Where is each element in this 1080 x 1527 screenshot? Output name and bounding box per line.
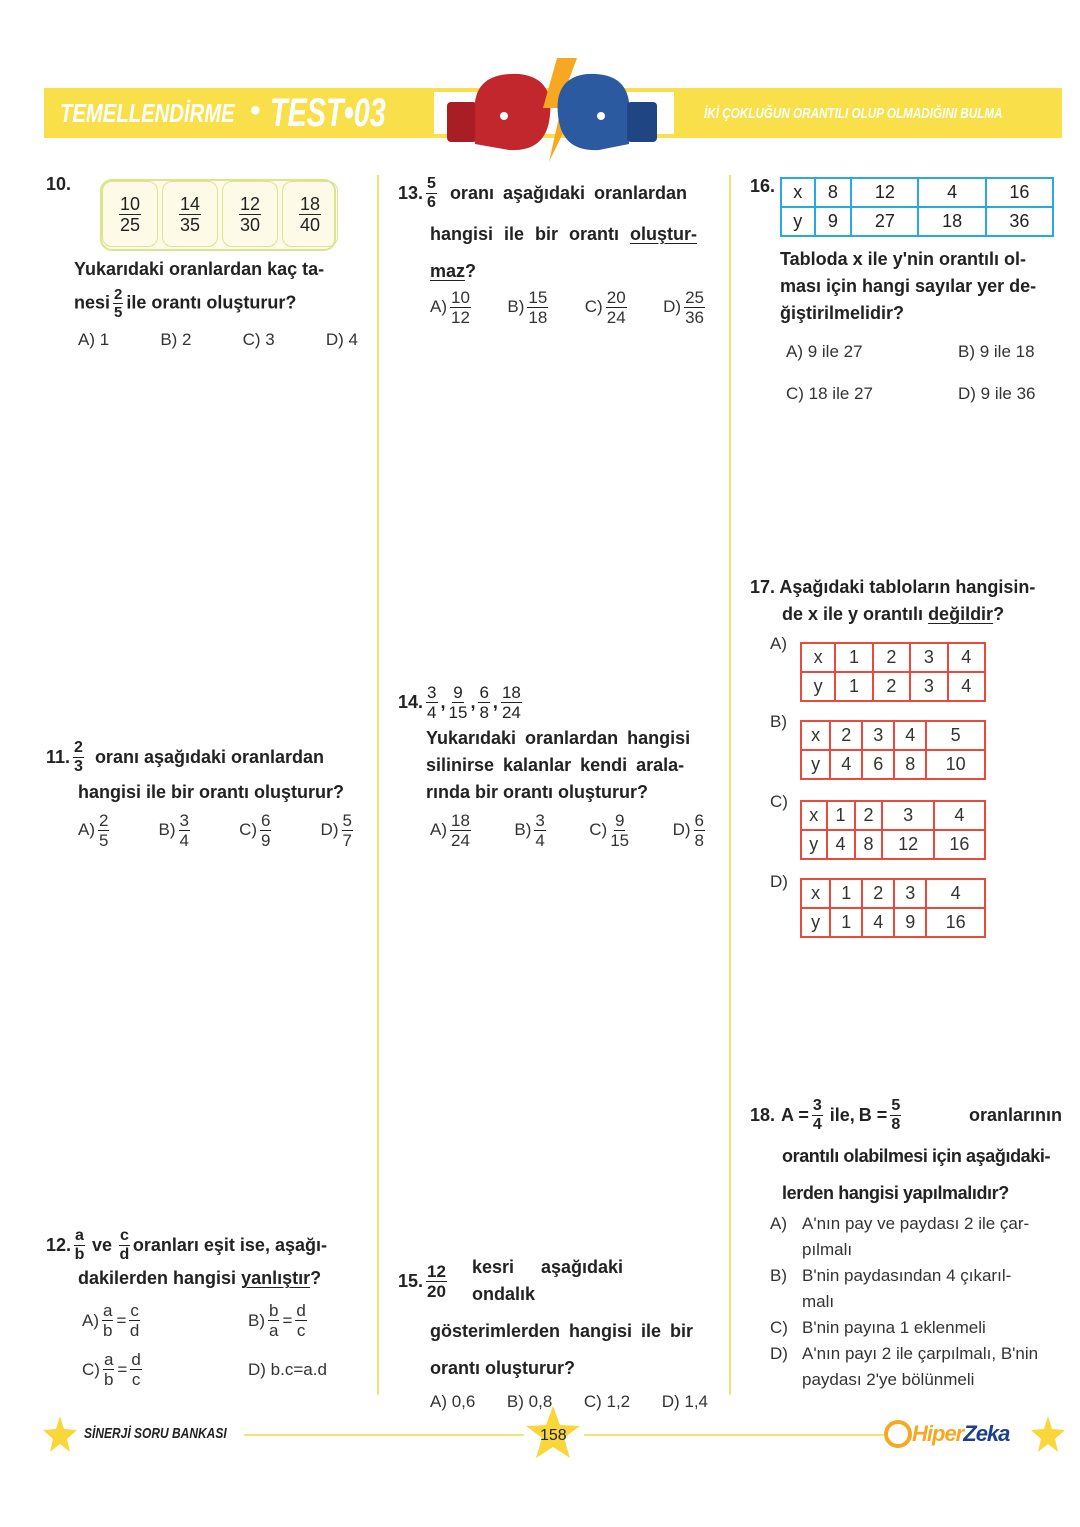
question-number: 17. <box>750 577 776 597</box>
answer-options <box>82 1302 358 1388</box>
star-icon <box>1030 1414 1066 1454</box>
question-text-3: maz? <box>430 261 477 281</box>
answer-options <box>786 342 1056 404</box>
option-a[interactable]: A) 1 <box>78 330 110 349</box>
option-b[interactable]: B) 0,8 <box>506 1392 553 1411</box>
data-table: x 8 12 4 16 y 9 27 18 36 <box>780 177 1054 237</box>
question-11: 11. $\frac{2}{3}$ oranı aşağıdaki oranlardan hangisi ile bir orantı oluşturur? A) $\frac{2}{5}$ B) $\frac{3}{4}$ C) $\frac{6}{9}$ D) $\frac{5}{7}$ <box>46 740 366 849</box>
question-text-1: Aşağıdaki tabloların hangisin- <box>779 577 1036 597</box>
answer-options <box>430 289 708 326</box>
ratio-box: $\frac{14}{35}$ <box>162 181 218 247</box>
option-b[interactable]: B) 2 <box>160 330 192 349</box>
question-number: 16. <box>750 176 776 196</box>
option-d[interactable]: D) 1,4 <box>661 1392 708 1411</box>
ratio-box: $\frac{10}{25}$ <box>102 181 158 247</box>
option-d[interactable]: D) A'nın payı 2 ile çarpılmalı, B'nin paydası 2'ye bölünmeli <box>770 1344 1039 1389</box>
column-divider-2 <box>729 175 731 1395</box>
boxing-gloves-icon <box>439 52 669 170</box>
brand-name: HiperZeka <box>912 1421 1010 1446</box>
question-text-3: rında bir orantı oluşturur? <box>426 782 649 802</box>
page-number: 158 <box>540 1427 567 1444</box>
question-number: 15. <box>398 1270 424 1291</box>
question-text-1: oranlarının <box>968 1105 1062 1125</box>
option-c[interactable]: C) $\frac{a}{b}$ = $\frac{d}{c}$ <box>82 1350 141 1389</box>
answer-options <box>78 812 356 849</box>
footer <box>0 1410 1080 1470</box>
question-18: 18. A = $\frac{3}{4}$ ile, B = $\frac{5}{8}$ oranlarının orantılı olabilmesi için aşağıdaki- lerden hangisi yapılmalıdır? A) A'nın pay ve paydası 2 ile çar- pılmalı B) B'nin paydasından 4 çıkarıl- malı C) B'nin payına 1 eklenmeli D) A'nın payı 2 ile çarpılmalı, B'nin paydası 2'ye bölünmeli <box>750 1098 1062 1393</box>
question-12: 12. $\frac{a}{b}$ ve $\frac{c}{d}$ oranları eşit ise, aşağı- dakilerden hangisi yanlıştır? A) $\frac{a}{b}$ = $\frac{c}{d}$ B) $\frac{b}{a}$ = $\frac{d}{c}$ C) $\frac{a}{b}$ = $\frac{d}{c}$ D) b.c=a.d <box>46 1228 366 1388</box>
option-a[interactable]: A) $\frac{2}{5}$ <box>78 811 109 850</box>
option-b[interactable]: B) $\frac{3}{4}$ <box>514 811 545 850</box>
option-a[interactable]: A) $\frac{a}{b}$ = $\frac{c}{d}$ <box>82 1301 140 1340</box>
option-b[interactable]: B) $\frac{3}{4}$ <box>158 811 189 850</box>
question-text-1: oranı aşağıdaki oranlardan <box>94 747 325 767</box>
question-15: 15. $\frac{12}{20}$ kesri aşağıdaki ondalık gösterimlerden hangisi ile bir orantı oluşturur? A) 0,6 B) 0,8 C) 1,2 D) 1,4 <box>398 1254 710 1412</box>
header-right-title: İKİ ÇOKLUĞUN ORANTILI OLUP OLMADIĞINI BULMA <box>704 105 1003 122</box>
test-number: 03 <box>353 91 386 135</box>
option-d[interactable]: D) $\frac{5}{7}$ <box>320 811 352 850</box>
ratio-box: $\frac{12}{30}$ <box>222 181 278 247</box>
option-a[interactable]: A) 9 ile 27 <box>786 342 863 361</box>
option-c[interactable]: C) 3 <box>242 330 275 349</box>
question-number: 11. <box>46 747 71 767</box>
question-14: 14. $\frac{3}{4}$ , $\frac{9}{15}$ , $\frac{6}{8}$ , $\frac{18}{24}$ Yukarıdaki oranlardan hangisi silinirse kalanlar kendi arala- rında bir orantı oluşturur? A) $\frac{18}{24}$ B) $\frac{3}{4}$ C) $\frac{9}{15}$ D) $\frac{6}{8}$ <box>398 684 710 849</box>
option-d[interactable]: D) x 1 2 3 4 y 1 4 9 16 <box>770 872 788 892</box>
option-d[interactable]: D) 4 <box>325 330 358 349</box>
question-text-2: gösterimlerden hangisi ile bir <box>430 1321 694 1341</box>
option-b[interactable]: B) B'nin paydasından 4 çıkarıl- malı <box>770 1266 1012 1311</box>
brand-logo-icon <box>882 1418 914 1450</box>
option-b[interactable]: B) 9 ile 18 <box>958 342 1035 361</box>
option-c[interactable]: C) 1,2 <box>583 1392 631 1411</box>
option-c[interactable]: C) $\frac{6}{9}$ <box>239 811 271 850</box>
option-a[interactable]: A) $\frac{10}{12}$ <box>430 288 470 327</box>
option-a[interactable]: A) x 1 2 3 4 y 1 2 3 4 <box>770 634 787 654</box>
question-text-2: dakilerden hangisi yanlıştır? <box>78 1268 322 1288</box>
header-bullet: • <box>250 94 261 127</box>
question-number: 12. <box>46 1235 72 1255</box>
header-test-label: TEST•03 <box>270 91 386 135</box>
footer-line-right <box>584 1434 884 1436</box>
column-divider-1 <box>377 175 379 1395</box>
question-number: 18. <box>750 1105 776 1125</box>
question-text-3: orantı oluşturur? <box>430 1358 575 1378</box>
question-text-2: orantılı olabilmesi için aşağıdaki- <box>782 1146 1051 1166</box>
answer-options <box>770 1211 1062 1393</box>
question-number: 14. <box>398 692 424 712</box>
header-left-title: TEMELLENDİRME <box>60 98 235 128</box>
question-text-3: lerden hangisi yapılmalıdır? <box>782 1183 1009 1203</box>
option-c[interactable]: C) B'nin payına 1 eklenmeli <box>770 1318 986 1337</box>
question-text: Tabloda x ile y'nin orantılı ol- ması için hangi sayılar yer de- ğiştirilmelidir? <box>780 249 1037 323</box>
question-text-2: de x ile y orantılı değildir? <box>782 604 1005 624</box>
option-d[interactable]: D) 9 ile 36 <box>958 384 1036 403</box>
option-d[interactable]: D) b.c=a.d <box>248 1359 327 1379</box>
option-d[interactable]: D) $\frac{25}{36}$ <box>663 288 704 327</box>
option-c[interactable]: C) 18 ile 27 <box>786 384 873 403</box>
header-banner <box>44 88 1062 138</box>
question-text-1: Yukarıdaki oranlardan hangisi <box>426 728 691 748</box>
question-text-2: silinirse kalanlar kendi arala- <box>426 755 685 775</box>
option-c[interactable]: C) $\frac{9}{15}$ <box>589 811 630 850</box>
star-icon <box>42 1414 78 1454</box>
option-c[interactable]: C) $\frac{20}{24}$ <box>584 288 626 327</box>
option-a[interactable]: A) $\frac{18}{24}$ <box>430 811 470 850</box>
question-number: 10. <box>46 174 72 194</box>
ratio-box: $\frac{18}{40}$ <box>282 181 338 247</box>
question-text-2: hangisi ile bir orantı oluşturur? <box>78 782 345 802</box>
option-c[interactable]: C) x 1 2 3 4 y 4 8 12 16 <box>770 792 788 812</box>
option-b[interactable]: B) $\frac{b}{a}$ = $\frac{d}{c}$ <box>248 1301 306 1340</box>
question-text: Yukarıdaki oranlardan kaç ta- nesi $\frac{2}{5}$ ile orantı oluşturur? <box>74 259 325 321</box>
question-text-1: oranı aşağıdaki oranlardan <box>449 183 688 203</box>
question-number: 13. <box>398 183 424 203</box>
answer-options <box>78 330 358 350</box>
question-17 <box>750 574 1062 932</box>
question-13: 13. $\frac{5}{6}$ oranı aşağıdaki oranlardan hangisi ile bir orantı oluştur- maz? A) $\frac{10}{12}$ B) $\frac{15}{18}$ C) $\frac{20}{24}$ D) $\frac{25}{36}$ <box>398 176 710 326</box>
option-a[interactable]: A) A'nın pay ve paydası 2 ile çar- pılmalı <box>770 1214 1030 1259</box>
option-b[interactable]: B) x 2 3 4 5 y 4 6 8 10 <box>770 712 787 732</box>
answer-options <box>430 812 708 849</box>
question-text-1: oranları eşit ise, aşağı- <box>132 1235 327 1255</box>
question-text-2: hangisi ile bir orantı oluştur- <box>430 224 698 244</box>
test-label: TEST <box>270 91 344 135</box>
footer-left-title: SİNERJİ SORU BANKASI <box>84 1425 227 1442</box>
option-d[interactable]: D) $\frac{6}{8}$ <box>672 811 704 850</box>
option-a[interactable]: A) 0,6 <box>430 1392 476 1411</box>
footer-line-left <box>244 1434 524 1436</box>
option-b[interactable]: B) $\frac{15}{18}$ <box>507 288 548 327</box>
question-text-1: kesri aşağıdaki ondalık <box>471 1257 624 1304</box>
